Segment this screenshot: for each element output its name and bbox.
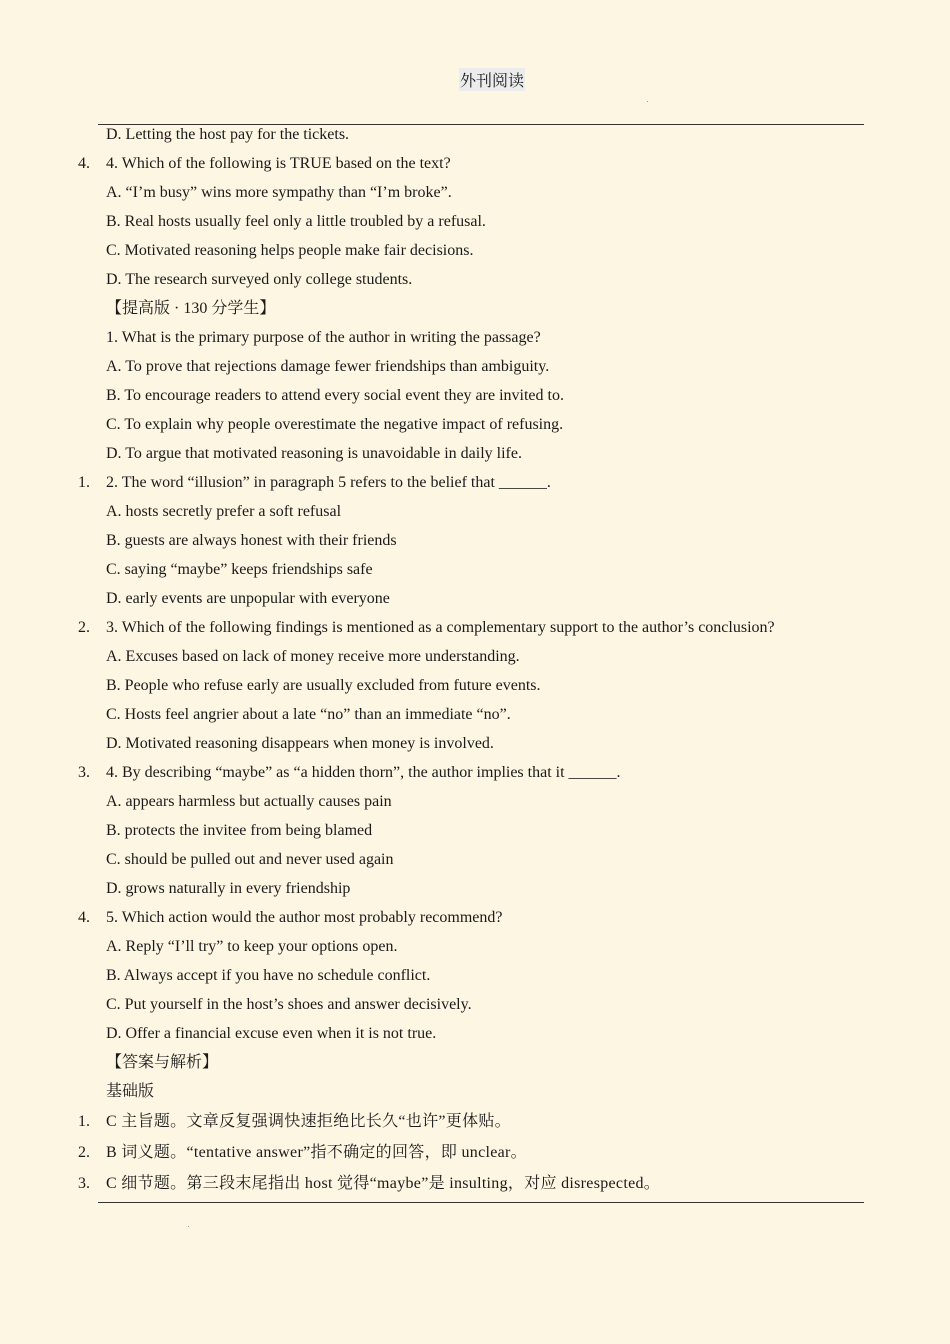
line-text: C. Put yourself in the host’s shoes and answer decisively. — [106, 996, 472, 1013]
text-line — [0, 468, 950, 497]
decorative-dot — [188, 1226, 189, 1227]
text-line — [0, 961, 950, 990]
line-text: B. guests are always honest with their friends — [106, 532, 397, 549]
line-text: C. should be pulled out and never used again — [106, 851, 394, 868]
line-text: A. To prove that rejections damage fewer friendships than ambiguity. — [106, 358, 550, 375]
line-text: D. grows naturally in every friendship — [106, 880, 351, 897]
text-line — [0, 439, 950, 468]
line-text: C. Motivated reasoning helps people make fair decisions. — [106, 242, 474, 259]
text-line — [0, 642, 950, 671]
line-text: B. Real hosts usually feel only a little troubled by a refusal. — [106, 213, 486, 230]
answer-text: B 词义题。“tentative answer”指不确定的回答，即 unclear。 — [106, 1144, 527, 1161]
text-line — [0, 729, 950, 758]
text-line — [0, 758, 950, 787]
line-text: A. Reply “I’ll try” to keep your options open. — [106, 938, 398, 955]
line-text: A. hosts secretly prefer a soft refusal — [106, 503, 342, 520]
text-line — [0, 903, 950, 932]
text-line — [0, 932, 950, 961]
line-text: 1. What is the primary purpose of the author in writing the passage? — [106, 329, 541, 346]
text-line — [0, 410, 950, 439]
list-number: 2. — [78, 1144, 90, 1161]
text-line — [0, 294, 950, 323]
text-line — [0, 816, 950, 845]
line-text: B. protects the invitee from being blamed — [106, 822, 373, 839]
list-number: 1. — [78, 1113, 90, 1130]
text-line — [0, 323, 950, 352]
footer-rule — [98, 1202, 864, 1203]
answer-line — [0, 1168, 950, 1199]
text-line — [0, 207, 950, 236]
line-text: C. saying “maybe” keeps friendships safe — [106, 561, 373, 578]
line-text: D. The research surveyed only college students. — [106, 271, 413, 288]
list-number: 1. — [78, 474, 90, 491]
line-text: D. Offer a financial excuse even when it is not true. — [106, 1025, 437, 1042]
text-line — [0, 787, 950, 816]
text-line — [0, 990, 950, 1019]
text-line — [0, 1048, 950, 1077]
line-text: B. Always accept if you have no schedule conflict. — [106, 967, 431, 984]
text-line — [0, 265, 950, 294]
line-text: A. appears harmless but actually causes pain — [106, 793, 392, 810]
line-text: 【提高版 · 130 分学生】 — [106, 300, 276, 317]
line-text: A. Excuses based on lack of money receive more understanding. — [106, 648, 520, 665]
line-text: D. To argue that motivated reasoning is unavoidable in daily life. — [106, 445, 522, 462]
answer-text: C 主旨题。文章反复强调快速拒绝比长久“也许”更体贴。 — [106, 1113, 511, 1130]
line-text: B. People who refuse early are usually excluded from future events. — [106, 677, 541, 694]
text-line — [0, 497, 950, 526]
document-body — [0, 120, 950, 1199]
text-line — [0, 700, 950, 729]
list-number: 3. — [78, 1175, 90, 1192]
text-line — [0, 845, 950, 874]
line-text: D. Letting the host pay for the tickets. — [106, 126, 350, 143]
line-text: A. “I’m busy” wins more sympathy than “I’m broke”. — [106, 184, 452, 201]
text-line — [0, 236, 950, 265]
line-text: 【答案与解析】 — [106, 1054, 219, 1071]
text-line — [0, 352, 950, 381]
line-text: B. To encourage readers to attend every social event they are invited to. — [106, 387, 564, 404]
text-line — [0, 584, 950, 613]
text-line — [0, 1077, 950, 1106]
text-line — [0, 555, 950, 584]
answer-line — [0, 1106, 950, 1137]
list-number: 4. — [78, 909, 90, 926]
text-line — [0, 671, 950, 700]
text-line — [0, 613, 950, 642]
line-text: 2. The word “illusion” in paragraph 5 refers to the belief that ______. — [106, 474, 551, 491]
text-line — [0, 526, 950, 555]
line-text: 4. Which of the following is TRUE based on the text? — [106, 155, 451, 172]
answer-line — [0, 1137, 950, 1168]
line-text: C. Hosts feel angrier about a late “no” than an immediate “no”. — [106, 706, 511, 723]
line-text: 4. By describing “maybe” as “a hidden thorn”, the author implies that it ______. — [106, 764, 621, 781]
text-line — [0, 120, 950, 149]
answer-text: C 细节题。第三段末尾指出 host 觉得“maybe”是 insulting，对应 disrespected。 — [106, 1175, 661, 1192]
text-line — [0, 149, 950, 178]
line-text: C. To explain why people overestimate the negative impact of refusing. — [106, 416, 564, 433]
decorative-dot — [647, 101, 648, 102]
text-line — [0, 874, 950, 903]
page-header-title: 外刊阅读 — [459, 68, 525, 91]
line-text: D. Motivated reasoning disappears when money is involved. — [106, 735, 494, 752]
text-line — [0, 1019, 950, 1048]
list-number: 4. — [78, 155, 90, 172]
line-text: D. early events are unpopular with everyone — [106, 590, 390, 607]
list-number: 2. — [78, 619, 90, 636]
list-number: 3. — [78, 764, 90, 781]
line-text: 3. Which of the following findings is mentioned as a complementary support to the author’s conclusion? — [106, 619, 775, 636]
line-text: 基础版 — [106, 1083, 155, 1100]
text-line — [0, 178, 950, 207]
text-line — [0, 381, 950, 410]
line-text: 5. Which action would the author most probably recommend? — [106, 909, 503, 926]
